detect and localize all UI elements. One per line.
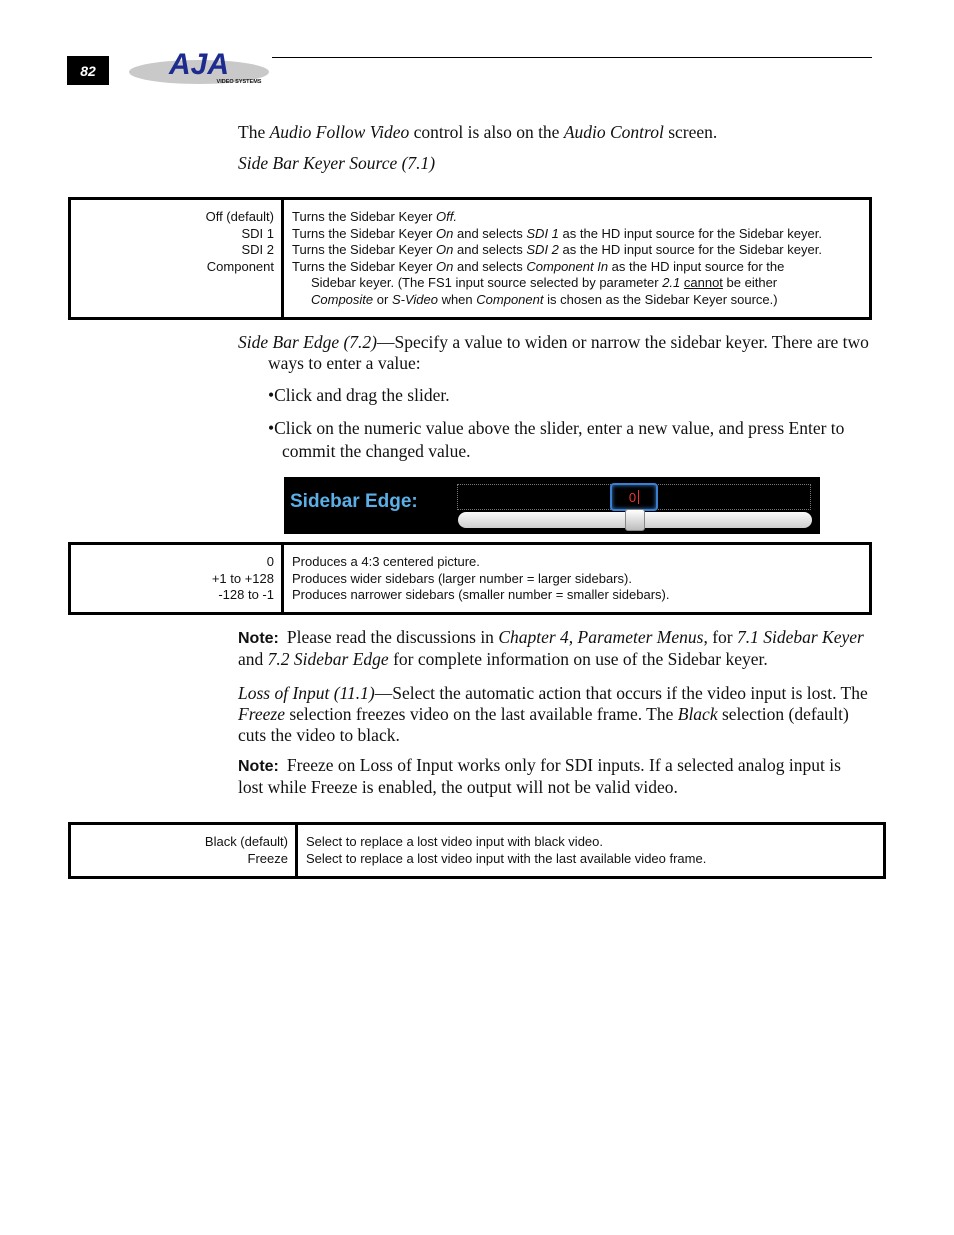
value-cell: Black (default)	[204, 834, 288, 849]
value-column	[71, 545, 284, 612]
value-cell: Component	[206, 258, 274, 274]
slider-thumb[interactable]	[625, 509, 645, 531]
loss-of-input-table	[68, 822, 886, 879]
description-column	[298, 825, 883, 876]
value-cell: 0	[266, 554, 274, 569]
slider-value-text: 0	[628, 489, 637, 505]
note-sidebar-references: Note: Please read the discussions in Chapter 4, Parameter Menus, for 7.1 Sidebar Keyer and 7.2 Sidebar Edge for complete information on use of the Sidebar keyer.	[238, 627, 864, 669]
value-column	[71, 200, 284, 317]
value-cell: SDI 2	[241, 242, 274, 257]
description-cell: Produces a 4:3 centered picture.	[292, 554, 480, 569]
page-number: 82	[67, 56, 109, 85]
description-cell: Turns the Sidebar Keyer On and selects Component In as the HD input source for the	[292, 258, 785, 274]
description-cell: Select to replace a lost video input with the last available video frame.	[306, 850, 707, 866]
note-label: Note:	[238, 630, 279, 647]
slider-title: Sidebar Edge:	[290, 491, 418, 512]
value-column	[71, 825, 298, 876]
note-label: Note:	[238, 758, 279, 775]
description-continuation: Composite or S-Video when Component is chosen as the Sidebar Keyer source.)	[311, 291, 778, 307]
value-cell: Freeze	[247, 850, 288, 866]
value-cell: Off (default)	[205, 209, 274, 224]
note-freeze-sdi: Note: Freeze on Loss of Input works only for SDI inputs. If a selected analog input is lost while Freeze is enabled, the output will not be valid video.	[238, 755, 841, 797]
logo-subtext: VIDEO SYSTEMS	[216, 79, 262, 85]
value-cell: -128 to -1	[218, 587, 274, 602]
slider-value-input[interactable]	[610, 483, 658, 511]
description-cell: Select to replace a lost video input with black video.	[306, 834, 604, 849]
sidebar-keyer-source-table	[68, 197, 872, 320]
description-cell: Turns the Sidebar Keyer On and selects SDI 2 as the HD input source for the Sidebar keyer.	[292, 242, 822, 257]
description-cell: Produces narrower sidebars (smaller number = smaller sidebars).	[292, 587, 670, 602]
sidebar-edge-table	[68, 542, 872, 615]
bullet-item: •Click and drag the slider.	[268, 385, 450, 405]
value-cell: +1 to +128	[211, 570, 274, 586]
value-cell: SDI 1	[241, 225, 274, 241]
text-caret	[638, 490, 639, 504]
header-rule	[272, 57, 872, 58]
loss-of-input-paragraph: Loss of Input (11.1)—Select the automatic action that occurs if the video input is lost. The Freeze selection freezes video on the last available frame. The Black selection (default) cuts the video to black.	[238, 683, 868, 745]
sidebar-edge-paragraph: Side Bar Edge (7.2)—Specify a value to widen or narrow the sidebar keyer. There are two ways to enter a value:	[238, 332, 869, 373]
description-column	[284, 545, 869, 612]
description-cell: Turns the Sidebar Keyer On and selects SDI 1 as the HD input source for the Sidebar keyer.	[292, 225, 822, 241]
description-cell: Turns the Sidebar Keyer Off.	[292, 209, 457, 224]
intro-paragraph: The Audio Follow Video control is also on the Audio Control screen.	[238, 122, 718, 142]
description-cell: Produces wider sidebars (larger number = larger sidebars).	[292, 570, 632, 586]
bullet-item: •Click on the numeric value above the slider, enter a new value, and press Enter to commit the changed value.	[268, 418, 845, 461]
description-continuation: Sidebar keyer. (The FS1 input source selected by parameter 2.1 cannot be either	[311, 275, 778, 290]
logo-text: AJA	[168, 50, 230, 81]
sidebar-edge-slider-panel	[284, 477, 820, 534]
description-column	[284, 200, 869, 317]
section-heading-sidebar-keyer-source: Side Bar Keyer Source (7.1)	[238, 153, 436, 173]
aja-logo	[127, 50, 272, 86]
